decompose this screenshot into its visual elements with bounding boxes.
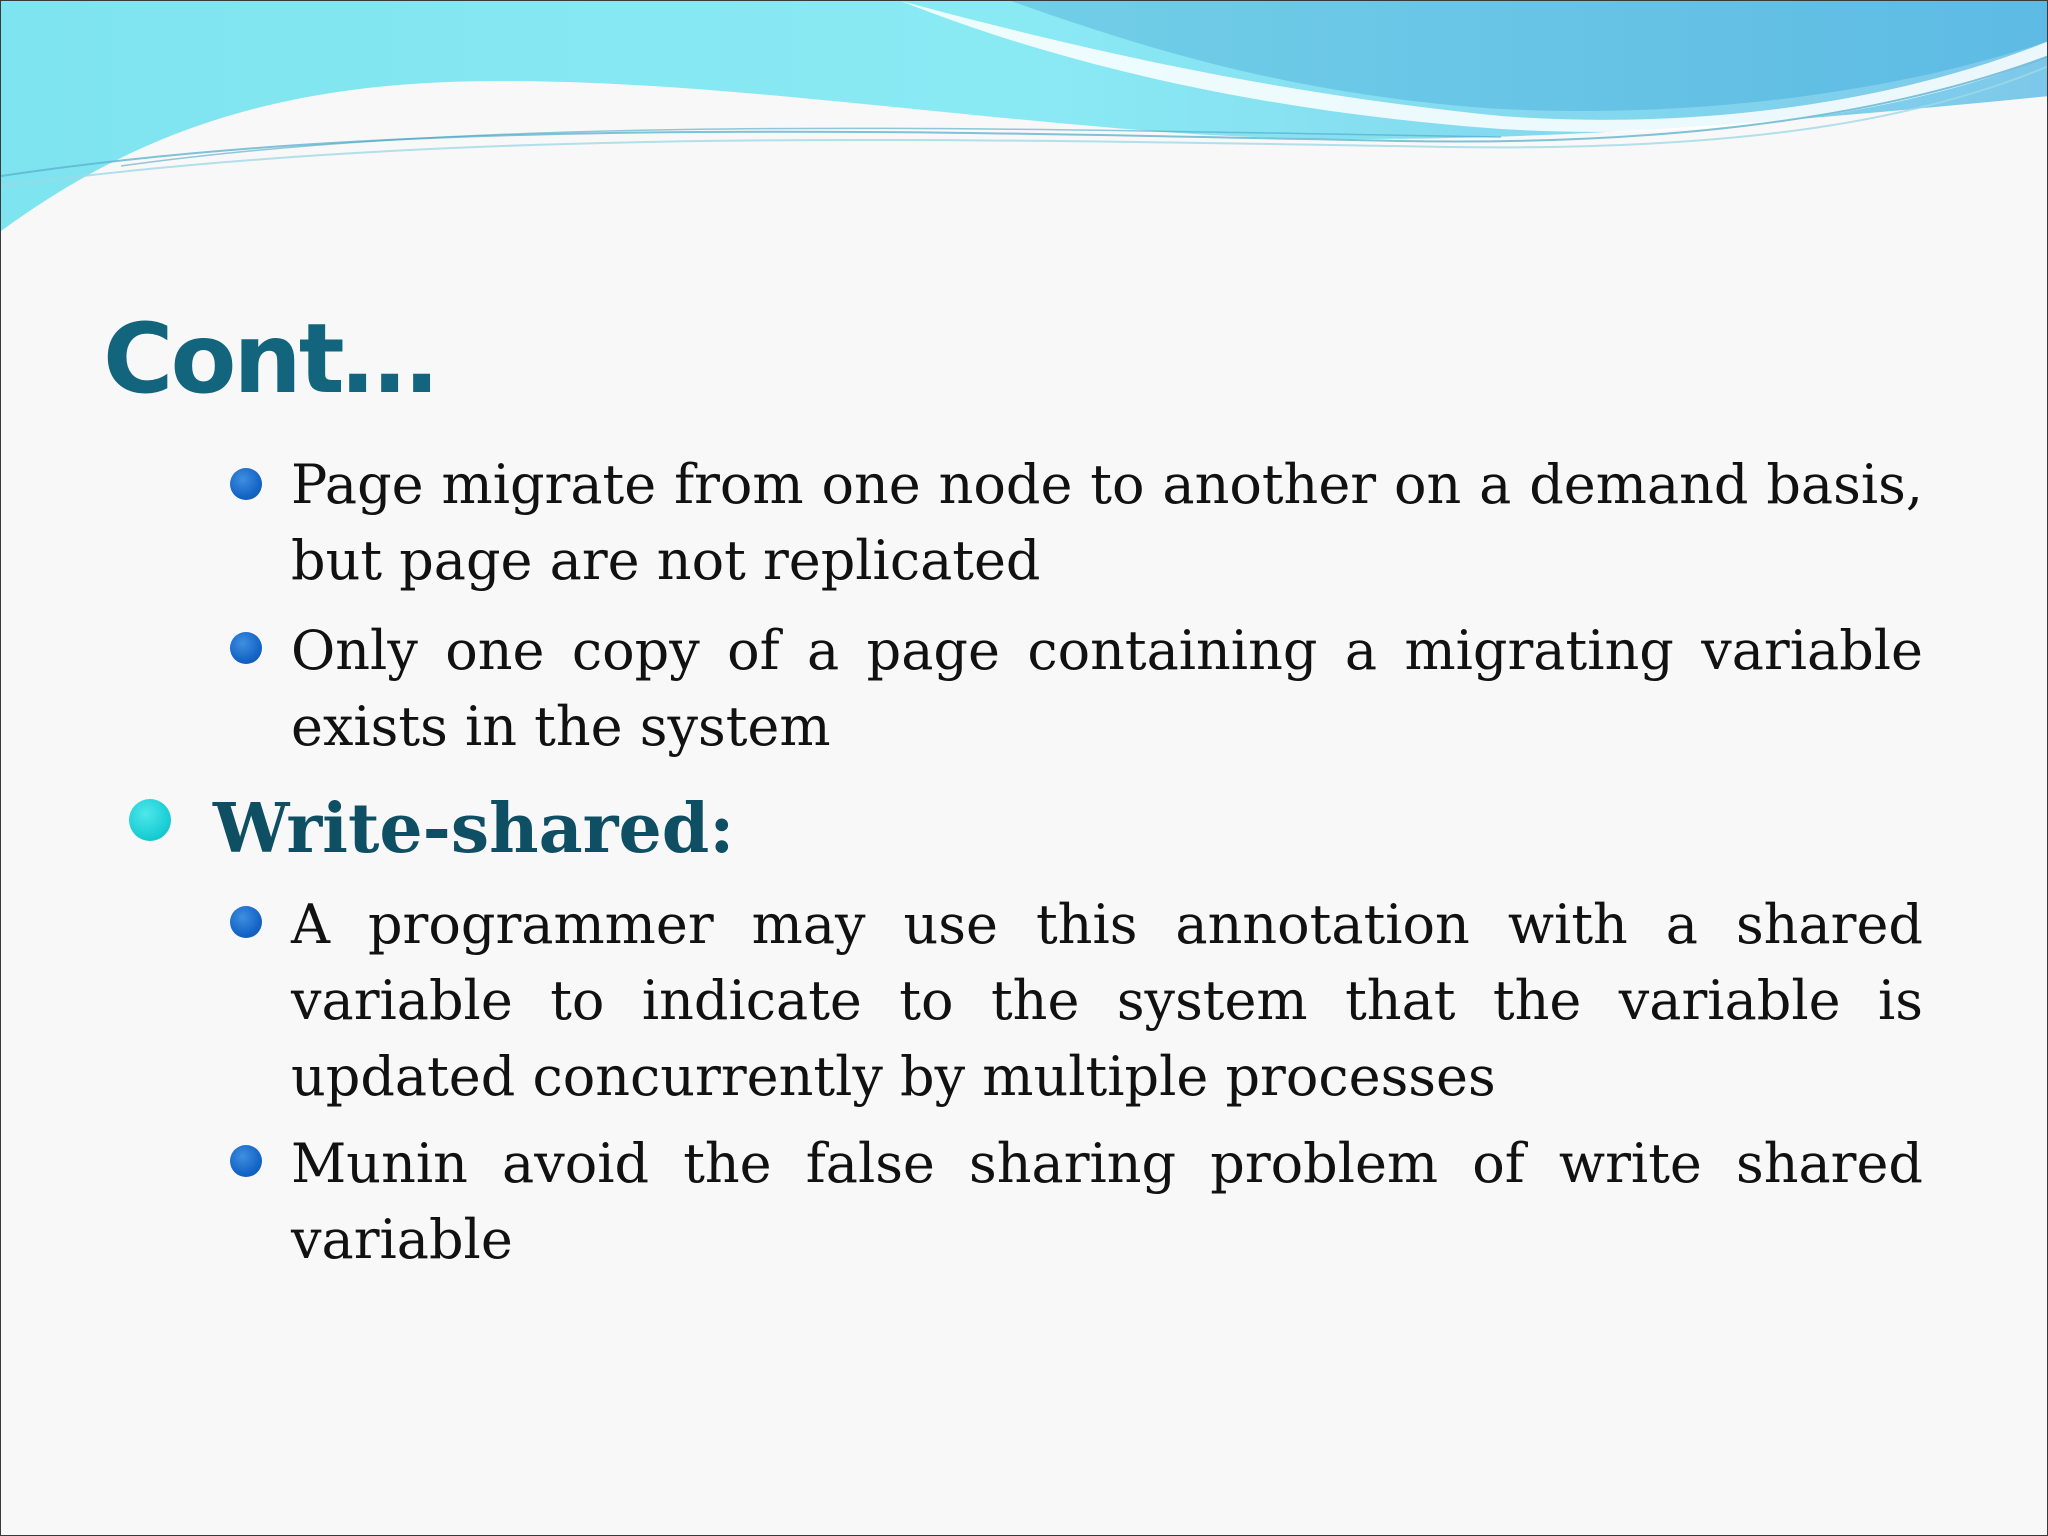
main-bullet-icon <box>129 799 171 841</box>
bullet-icon <box>230 1145 262 1177</box>
section-heading: Write-shared: <box>213 789 735 869</box>
bullet-icon <box>230 632 262 664</box>
bullet-text: Page migrate from one node to another on a demand basis, but page are not replicated <box>291 453 1923 592</box>
bullet-text: Munin avoid the false sharing problem of write shared variable <box>291 1132 1923 1271</box>
bullet-icon <box>230 468 262 500</box>
bullet-text: Only one copy of a page containing a migrating variable exists in the system <box>291 619 1923 758</box>
bullet-text: A programmer may use this annotation with a shared variable to indicate to the system that the variable is updated concurrently by multiple processes <box>291 893 1923 1108</box>
header-wave-decoration <box>1 1 2048 241</box>
bullet-icon <box>230 906 262 938</box>
slide-title: Cont… <box>103 303 435 415</box>
